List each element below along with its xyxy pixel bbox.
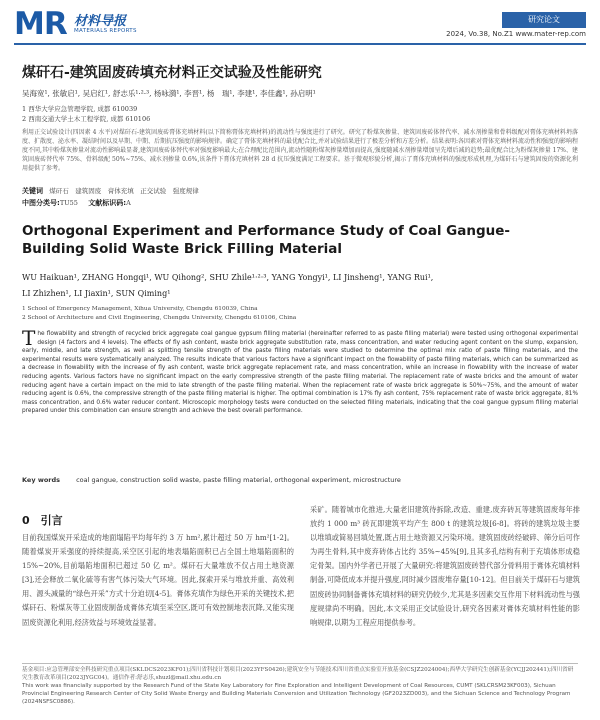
cn-classification xyxy=(22,198,131,208)
intro-heading: 0 引言 xyxy=(22,514,63,527)
footnote-en: This work was financially supported by the Research Fund of the State Key Laboratory for Fine Exploration and Intelligent Development of Coal Resources, CUMT (SKLCRSM23KF003), Sichuan Provincial Engineering Research Center of City Solid Waste Energy and Building Materials Conversion and Utilization Technology (GF2023ZD003), and the Sichuan Science and Technology Program (2024NSFSC0886). xyxy=(22,683,571,706)
header-rule xyxy=(14,43,586,45)
en-authors xyxy=(22,270,582,302)
journal-logo-cn: 材料导报 xyxy=(74,14,127,29)
en-abstract-dropcap: T xyxy=(22,326,36,350)
en-keywords-values: coal gangue, construction solid waste, paste filling material, orthogonal experiment, microstructure xyxy=(76,476,401,484)
footnotes xyxy=(22,666,578,706)
en-title: Orthogonal Experiment and Performance Study of Coal Gangue-Building Solid Waste Brick Filling Material xyxy=(22,223,510,257)
intro-left-column: 目前我国煤炭开采造成的地面塌陷平均每年约 3 万 hm²,累计超过 50 万 hm²[1-2]。随着煤炭开采强度的持续提高,采空区引起的地表塌陷面积已占全国土地塌陷面积的 15%~20%,目前塌陷地面积已超过 50 亿 m²。煤矸石大量堆放不仅占用土地资源[3],还会释放二氧化硫等有害气体污染大气环境。因此,探索开采与堆放并重、高效利用、源头减量的“绿色开采”方式十分迫切[4-5]。膏体充填作为绿色开采的关键技术,把煤矸石、粉煤灰等工业固废制备成膏体充填至采空区,既可有效控制地表沉降,又能实现固废资源化利用,经济效益与环境效益显著。 xyxy=(22,533,294,627)
cn-class-label: 中图分类号: xyxy=(22,199,60,207)
en-abstract-text: he flowability and strength of recycled brick aggregate coal gangue gypsum filling material (hereinafter referred to as paste filling material) were tested using orthogonal experimental design (4 factors and 4 levels). The effects of fly ash content, waste brick aggregate substitution rate, mass concentration, and water reducing agent content on the slump, expansion, early, middle, and late strength, as well as splitting tensile strength of the paste filling materials were studied to determine the optimal mix ratio of paste filling materials, and the experimental results were systematically analyzed. The results indicate that various factors have a significant impact on the flowability of paste filling materials, which can be summarized as a decrease in flowability with the increase of fly ash content, waste brick aggregate replacement rate, and mass concentration, while an increase in flowability with the increase of water reducing agents. Various factors have no significant impact on the early compressive strength of the paste filling material. The replacement rate of waste bricks and the amount of water reducing agent have a certain impact on the mid to late strength of the paste filling material. When the replacement rate of waste brick aggregate is 50%~75%, and the amount of water reducing agent is 0.6%, the compressive strength of the paste filling material is higher. The optimal combination is 17% fly ash content, 75% replacement rate of waste brick aggregate, 81% mass concentration, and 0.6% water reducer content. Microscopic morphology tests were conducted on the selected filling materials, indicating that the coal gangue gypsum filling material prepared under this combination can ensure strength and achieve the best overall performance. xyxy=(22,331,578,415)
en-authors-line-1: WU Haikuan¹, ZHANG Hongqi¹, WU Qihong², SHU Zhile¹·²·³, YANG Yongyi¹, LI Jinsheng¹, YANG Rui¹, xyxy=(22,273,434,282)
en-authors-line-2: LI Zhizhen¹, LI Jiaxin¹, SUN Qiming¹ xyxy=(22,289,171,298)
en-abstract xyxy=(22,326,578,416)
footnote-rule xyxy=(22,663,578,664)
en-affiliation-2: 2 School of Architecture and Civil Engineering, Chengdu University, Chengdu 610106, China xyxy=(22,315,297,321)
journal-logo-mark: MR xyxy=(14,6,67,42)
cn-affiliation-2: 2 西南交通大学土木工程学院, 成都 610106 xyxy=(22,115,151,123)
cn-keywords xyxy=(22,186,199,196)
en-keywords-label: Key words xyxy=(22,476,61,484)
cn-title: 煤矸石-建筑固废砖填充材料正交试验及性能研究 xyxy=(22,65,322,81)
cn-keywords-values: 煤矸石 建筑固废 膏体充填 正交试验 强度规律 xyxy=(49,187,199,195)
en-keywords xyxy=(22,476,401,484)
cn-class-code: TU55 xyxy=(59,199,78,207)
cn-keywords-label: 关键词 xyxy=(22,187,43,195)
journal-logo-en: MATERIALS REPORTS xyxy=(74,28,137,34)
section-tab: 研究论文 xyxy=(502,12,586,28)
doc-code-label: 文献标识码: xyxy=(88,199,127,207)
intro-right-column: 采矿。随着城市化推进,大量老旧建筑待拆除,改造、重建,废弃砖瓦等建筑固废每年排放约 1 000 m³ 砖瓦即建筑平均产生 800 t 的建筑垃圾[6-8]。将砖的建筑垃圾主要以堆填或简易回填处置,既占用土地资源又污染环境。建筑固废砖经破碎、筛分后可作为再生骨料,其中废弃砖体占比约 35%~45%[9],且其多孔结构有利于充填体形成稳定骨架。国内外学者已开展了大量研究:将建筑固废砖替代部分骨料用于膏体充填材料制备,可降低成本并提升强度,同时减少固废堆存量[10-12]。但目前关于煤矸石与建筑固废砖协同制备膏体充填材料的研究仍较少,尤其是多因素交互作用下材料流动性与强度规律尚不明确。因此,本文采用正交试验设计,研究各因素对膏体充填材料性能的影响规律,以期为工程应用提供参考。 xyxy=(310,505,580,627)
cn-authors: 吴海宽¹, 张敏启¹, 吴启红¹, 舒志乐¹·²·³, 杨咏漪¹, 李晋¹, 杨 瑞¹, 李建¹, 李佳鑫¹, 孙启明¹ xyxy=(22,89,316,98)
footnote-cn: 基金项目:应急管理部安全科技研究重点项目(SKLDCS2023KF01);四川省科技计划项目(2023YFS0426);建筑安全与节能技术四川省重点实验室开放基金(CSJZ2024004);西华大学研究生创新基金(YCJJ202441);四川省研究生教育改革项目(2023JYGC04)。通信作者:舒志乐,shuzl@mail.xhu.edu.cn xyxy=(22,667,574,682)
issue-info: 2024, Vo.38, No.Z1 www.mater-rep.com xyxy=(446,30,586,38)
doc-code: A xyxy=(126,199,131,207)
cn-affiliation-1: 1 西华大学应急管理学院, 成都 610039 xyxy=(22,105,138,113)
en-affiliation-1: 1 School of Emergency Management, Xihua University, Chengdu 610039, China xyxy=(22,306,258,312)
cn-abstract: 利用正交试验设计(四因素 4 水平)对煤矸石-建筑固废砖膏体充填材料(以下简称膏体充填材料)的流动性与强度进行了研究。研究了粉煤灰掺量、建筑固废砖体替代率、减水剂掺量和骨料级配对膏体充填材料坍落度、扩散度、泌水率、凝结时间以及早期、中期、后期抗压强度的影响规律。确定了膏体充填材料的最优配合比,并对试验结果进行了极差分析和方差分析。结果表明:各因素对膏体充填材料流动性和强度的影响程度不同,其中粉煤灰掺量对流动性影响最显著,建筑固废砖体替代率对强度影响最大;在合理配比范围内,流动性随粉煤灰掺量增加而提高,强度随减水剂掺量增加呈先增后减的趋势;最优配合比为粉煤灰掺量 17%、建筑固废砖替代率 75%、骨料级配 50%~75%、减水剂掺量 0.6%,该条件下膏体充填材料 28 d 抗压强度满足工程要求。基于微观形貌分析,揭示了膏体充填材料的强度形成机理,为煤矸石与建筑固废的资源化利用提供了参考。 xyxy=(22,129,578,172)
